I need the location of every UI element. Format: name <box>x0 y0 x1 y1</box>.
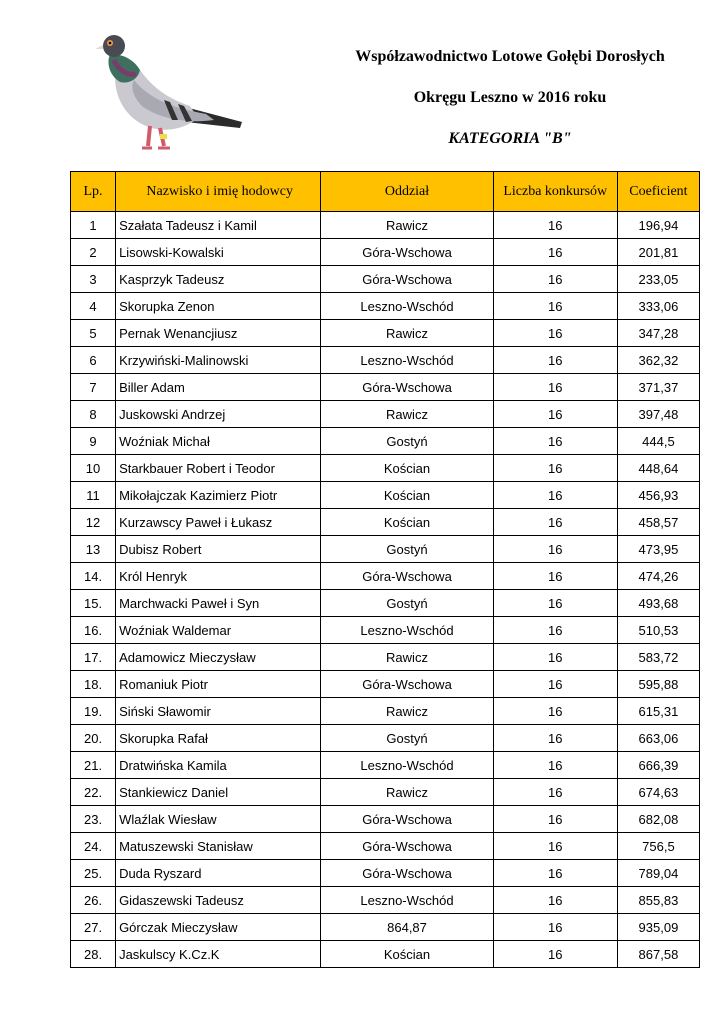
table-row <box>71 347 700 374</box>
row-breeder-name: Kurzawscy Paweł i Łukasz <box>116 509 321 536</box>
table-row <box>71 887 700 914</box>
row-coefficient: 456,93 <box>617 482 699 509</box>
row-breeder-name: Mikołajczak Kazimierz Piotr <box>116 482 321 509</box>
table-row <box>71 401 700 428</box>
row-branch: Gostyń <box>321 590 493 617</box>
row-lp: 14. <box>71 563 116 590</box>
row-breeder-name: Szałata Tadeusz i Kamil <box>116 212 321 239</box>
row-contests: 16 <box>493 320 617 347</box>
row-coefficient: 347,28 <box>617 320 699 347</box>
row-lp: 12 <box>71 509 116 536</box>
column-header-branch: Oddział <box>321 172 493 212</box>
row-lp: 28. <box>71 941 116 968</box>
row-branch: Kościan <box>321 941 493 968</box>
row-breeder-name: Woźniak Michał <box>116 428 321 455</box>
row-branch: Góra-Wschowa <box>321 374 493 401</box>
row-lp: 1 <box>71 212 116 239</box>
row-branch: Góra-Wschowa <box>321 860 493 887</box>
row-breeder-name: Kasprzyk Tadeusz <box>116 266 321 293</box>
row-branch: Leszno-Wschód <box>321 293 493 320</box>
row-coefficient: 674,63 <box>617 779 699 806</box>
row-coefficient: 493,68 <box>617 590 699 617</box>
row-breeder-name: Romaniuk Piotr <box>116 671 321 698</box>
row-coefficient: 663,06 <box>617 725 699 752</box>
table-row <box>71 644 700 671</box>
title-line-2: Okręgu Leszno w 2016 roku <box>413 89 607 106</box>
row-lp: 5 <box>71 320 116 347</box>
table-row <box>71 698 700 725</box>
row-coefficient: 371,37 <box>617 374 699 401</box>
row-branch: Rawicz <box>321 644 493 671</box>
row-branch: Góra-Wschowa <box>321 266 493 293</box>
row-coefficient: 756,5 <box>617 833 699 860</box>
row-lp: 15. <box>71 590 116 617</box>
row-breeder-name: Duda Ryszard <box>116 860 321 887</box>
row-lp: 9 <box>71 428 116 455</box>
row-coefficient: 333,06 <box>617 293 699 320</box>
row-lp: 3 <box>71 266 116 293</box>
table-row <box>71 536 700 563</box>
table-row <box>71 671 700 698</box>
table-row <box>71 320 700 347</box>
row-coefficient: 666,39 <box>617 752 699 779</box>
column-header-lp: Lp. <box>71 172 116 212</box>
row-coefficient: 196,94 <box>617 212 699 239</box>
row-branch: Leszno-Wschód <box>321 752 493 779</box>
row-branch: Leszno-Wschód <box>321 887 493 914</box>
row-contests: 16 <box>493 752 617 779</box>
table-row <box>71 914 700 941</box>
row-contests: 16 <box>493 509 617 536</box>
row-contests: 16 <box>493 401 617 428</box>
row-branch: Leszno-Wschód <box>321 617 493 644</box>
row-branch: Rawicz <box>321 401 493 428</box>
row-lp: 2 <box>71 239 116 266</box>
row-lp: 13 <box>71 536 116 563</box>
table-header-row <box>71 172 700 212</box>
row-contests: 16 <box>493 428 617 455</box>
row-breeder-name: Lisowski-Kowalski <box>116 239 321 266</box>
row-branch: Rawicz <box>321 212 493 239</box>
row-contests: 16 <box>493 347 617 374</box>
row-contests: 16 <box>493 536 617 563</box>
row-branch: Rawicz <box>321 320 493 347</box>
row-breeder-name: Krzywiński-Malinowski <box>116 347 321 374</box>
row-lp: 7 <box>71 374 116 401</box>
table-row <box>71 725 700 752</box>
row-coefficient: 855,83 <box>617 887 699 914</box>
row-coefficient: 458,57 <box>617 509 699 536</box>
row-lp: 22. <box>71 779 116 806</box>
row-coefficient: 682,08 <box>617 806 699 833</box>
row-coefficient: 362,32 <box>617 347 699 374</box>
row-breeder-name: Siński Sławomir <box>116 698 321 725</box>
row-contests: 16 <box>493 374 617 401</box>
row-coefficient: 867,58 <box>617 941 699 968</box>
row-branch: Leszno-Wschód <box>321 347 493 374</box>
row-lp: 16. <box>71 617 116 644</box>
table-row <box>71 833 700 860</box>
table-row <box>71 212 700 239</box>
row-contests: 16 <box>493 266 617 293</box>
table-row <box>71 590 700 617</box>
row-lp: 21. <box>71 752 116 779</box>
row-contests: 16 <box>493 293 617 320</box>
row-branch: Gostyń <box>321 428 493 455</box>
row-contests: 16 <box>493 644 617 671</box>
row-branch: Góra-Wschowa <box>321 833 493 860</box>
row-lp: 26. <box>71 887 116 914</box>
row-breeder-name: Dubisz Robert <box>116 536 321 563</box>
row-contests: 16 <box>493 725 617 752</box>
row-lp: 23. <box>71 806 116 833</box>
row-coefficient: 789,04 <box>617 860 699 887</box>
table-row <box>71 779 700 806</box>
table-row <box>71 239 700 266</box>
column-header-contests: Liczba konkursów <box>493 172 617 212</box>
row-breeder-name: Matuszewski Stanisław <box>116 833 321 860</box>
table-row <box>71 563 700 590</box>
ranking-table <box>70 171 700 968</box>
row-breeder-name: Pernak Wenancjiusz <box>116 320 321 347</box>
row-coefficient: 510,53 <box>617 617 699 644</box>
table-row <box>71 752 700 779</box>
row-branch: Kościan <box>321 455 493 482</box>
title-line-1: Współzawodnictwo Lotowe Gołębi Dorosłych <box>355 48 665 65</box>
row-contests: 16 <box>493 671 617 698</box>
row-branch: Gostyń <box>321 725 493 752</box>
table-row <box>71 860 700 887</box>
row-branch: Rawicz <box>321 779 493 806</box>
table-row <box>71 806 700 833</box>
table-row <box>71 266 700 293</box>
row-coefficient: 935,09 <box>617 914 699 941</box>
row-breeder-name: Gidaszewski Tadeusz <box>116 887 321 914</box>
table-row <box>71 941 700 968</box>
row-contests: 16 <box>493 590 617 617</box>
row-lp: 24. <box>71 833 116 860</box>
row-coefficient: 201,81 <box>617 239 699 266</box>
row-branch: Góra-Wschowa <box>321 671 493 698</box>
row-breeder-name: Stankiewicz Daniel <box>116 779 321 806</box>
row-lp: 19. <box>71 698 116 725</box>
row-breeder-name: Skorupka Rafał <box>116 725 321 752</box>
row-coefficient: 474,26 <box>617 563 699 590</box>
row-contests: 16 <box>493 941 617 968</box>
table-row <box>71 374 700 401</box>
row-contests: 16 <box>493 887 617 914</box>
row-breeder-name: Adamowicz Mieczysław <box>116 644 321 671</box>
row-contests: 16 <box>493 698 617 725</box>
row-branch: Góra-Wschowa <box>321 806 493 833</box>
row-breeder-name: Juskowski Andrzej <box>116 401 321 428</box>
row-lp: 11 <box>71 482 116 509</box>
row-breeder-name: Skorupka Zenon <box>116 293 321 320</box>
row-lp: 18. <box>71 671 116 698</box>
row-branch: Kościan <box>321 509 493 536</box>
row-lp: 17. <box>71 644 116 671</box>
row-breeder-name: Górczak Mieczysław <box>116 914 321 941</box>
row-contests: 16 <box>493 779 617 806</box>
table-row <box>71 293 700 320</box>
row-coefficient: 615,31 <box>617 698 699 725</box>
column-header-name: Nazwisko i imię hodowcy <box>116 172 321 212</box>
row-breeder-name: Jaskulscy K.Cz.K <box>116 941 321 968</box>
row-branch: Rawicz <box>321 698 493 725</box>
row-breeder-name: Woźniak Waldemar <box>116 617 321 644</box>
row-contests: 16 <box>493 914 617 941</box>
row-branch: Góra-Wschowa <box>321 563 493 590</box>
category-title: KATEGORIA "B" <box>448 130 572 147</box>
row-lp: 25. <box>71 860 116 887</box>
row-contests: 16 <box>493 482 617 509</box>
row-branch: Góra-Wschowa <box>321 239 493 266</box>
row-coefficient: 583,72 <box>617 644 699 671</box>
row-contests: 16 <box>493 239 617 266</box>
row-coefficient: 448,64 <box>617 455 699 482</box>
row-breeder-name: Starkbauer Robert i Teodor <box>116 455 321 482</box>
pigeon-icon <box>94 30 244 158</box>
row-coefficient: 473,95 <box>617 536 699 563</box>
row-branch: Gostyń <box>321 536 493 563</box>
row-breeder-name: Biller Adam <box>116 374 321 401</box>
column-header-coefficient: Coeficient <box>617 172 699 212</box>
row-coefficient: 397,48 <box>617 401 699 428</box>
row-branch: 864,87 <box>321 914 493 941</box>
row-lp: 20. <box>71 725 116 752</box>
row-breeder-name: Marchwacki Paweł i Syn <box>116 590 321 617</box>
row-contests: 16 <box>493 860 617 887</box>
row-breeder-name: Wlaźlak Wiesław <box>116 806 321 833</box>
table-row <box>71 455 700 482</box>
table-row <box>71 509 700 536</box>
row-coefficient: 444,5 <box>617 428 699 455</box>
row-contests: 16 <box>493 455 617 482</box>
row-contests: 16 <box>493 806 617 833</box>
table-row <box>71 482 700 509</box>
row-contests: 16 <box>493 563 617 590</box>
row-breeder-name: Dratwińska Kamila <box>116 752 321 779</box>
row-coefficient: 233,05 <box>617 266 699 293</box>
table-row <box>71 428 700 455</box>
row-lp: 27. <box>71 914 116 941</box>
row-coefficient: 595,88 <box>617 671 699 698</box>
row-lp: 8 <box>71 401 116 428</box>
table-row <box>71 617 700 644</box>
row-lp: 6 <box>71 347 116 374</box>
row-lp: 10 <box>71 455 116 482</box>
row-branch: Kościan <box>321 482 493 509</box>
row-contests: 16 <box>493 833 617 860</box>
row-breeder-name: Król Henryk <box>116 563 321 590</box>
row-contests: 16 <box>493 617 617 644</box>
row-contests: 16 <box>493 212 617 239</box>
row-lp: 4 <box>71 293 116 320</box>
